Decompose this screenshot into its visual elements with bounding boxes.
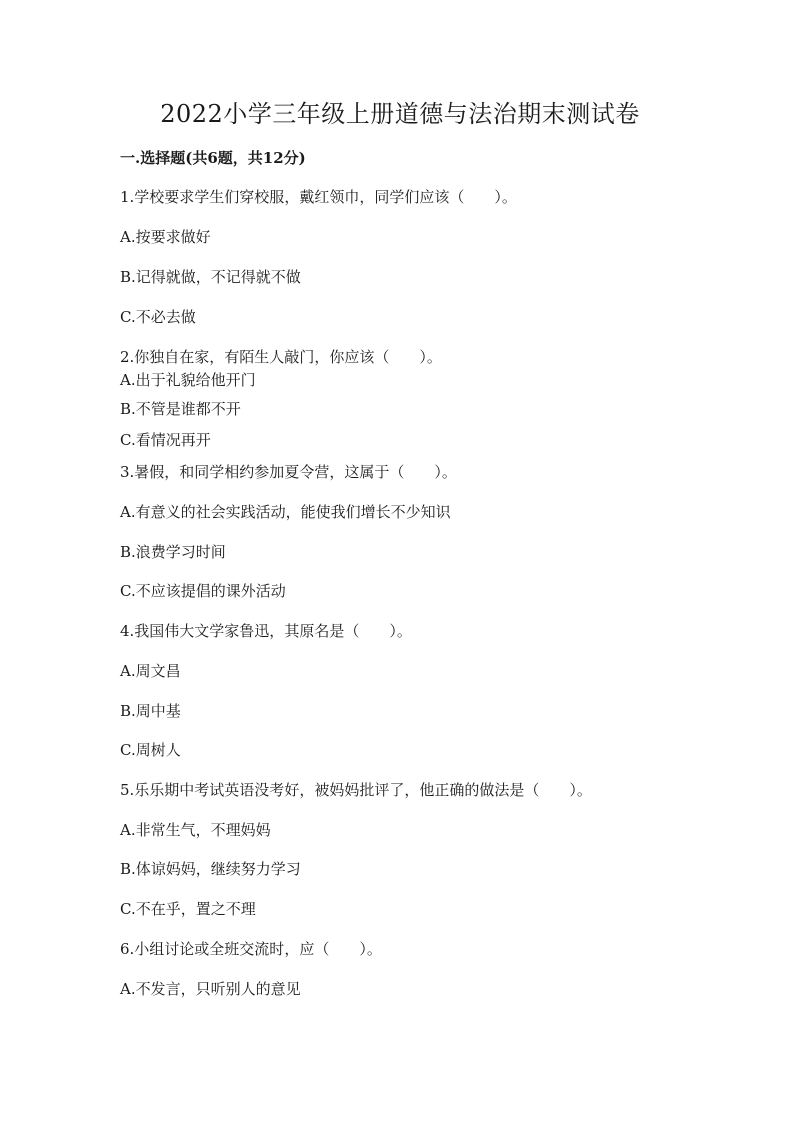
question-5-option-a: A.非常生气，不理妈妈 [120, 821, 271, 839]
question-6-option-a: A.不发言，只听别人的意见 [120, 980, 301, 998]
question-1-option-a: A.按要求做好 [120, 228, 211, 246]
question-2-option-c: C.看情况再开 [120, 431, 211, 449]
question-1-stem: 1.学校要求学生们穿校服，戴红领巾，同学们应该（ ）。 [120, 188, 517, 206]
question-4-option-a: A.周文昌 [120, 662, 181, 680]
page-title: 2022小学三年级上册道德与法治期末测试卷 [160, 100, 640, 128]
question-2-option-a: A.出于礼貌给他开门 [120, 371, 256, 389]
question-3-option-a: A.有意义的社会实践活动，能使我们增长不少知识 [120, 503, 451, 521]
section-heading: 一.选择题(共6题，共12分) [120, 149, 306, 167]
question-1-option-c: C.不必去做 [120, 308, 196, 326]
question-4-stem: 4.我国伟大文学家鲁迅，其原名是（ ）。 [120, 622, 412, 640]
question-2-option-b: B.不管是谁都不开 [120, 400, 241, 418]
question-5-option-c: C.不在乎，置之不理 [120, 900, 256, 918]
question-3-option-c: C.不应该提倡的课外活动 [120, 582, 286, 600]
question-5-option-b: B.体谅妈妈，继续努力学习 [120, 860, 301, 878]
question-4-option-c: C.周树人 [120, 741, 181, 759]
question-4-option-b: B.周中基 [120, 702, 181, 720]
question-3-stem: 3.暑假，和同学相约参加夏令营，这属于（ ）。 [120, 463, 457, 481]
question-2-stem: 2.你独自在家，有陌生人敲门，你应该（ ）。 [120, 348, 442, 366]
question-1-option-b: B.记得就做，不记得就不做 [120, 268, 301, 286]
question-6-stem: 6.小组讨论或全班交流时，应（ ）。 [120, 940, 382, 958]
question-3-option-b: B.浪费学习时间 [120, 543, 226, 561]
question-5-stem: 5.乐乐期中考试英语没考好，被妈妈批评了，他正确的做法是（ ）。 [120, 781, 592, 799]
